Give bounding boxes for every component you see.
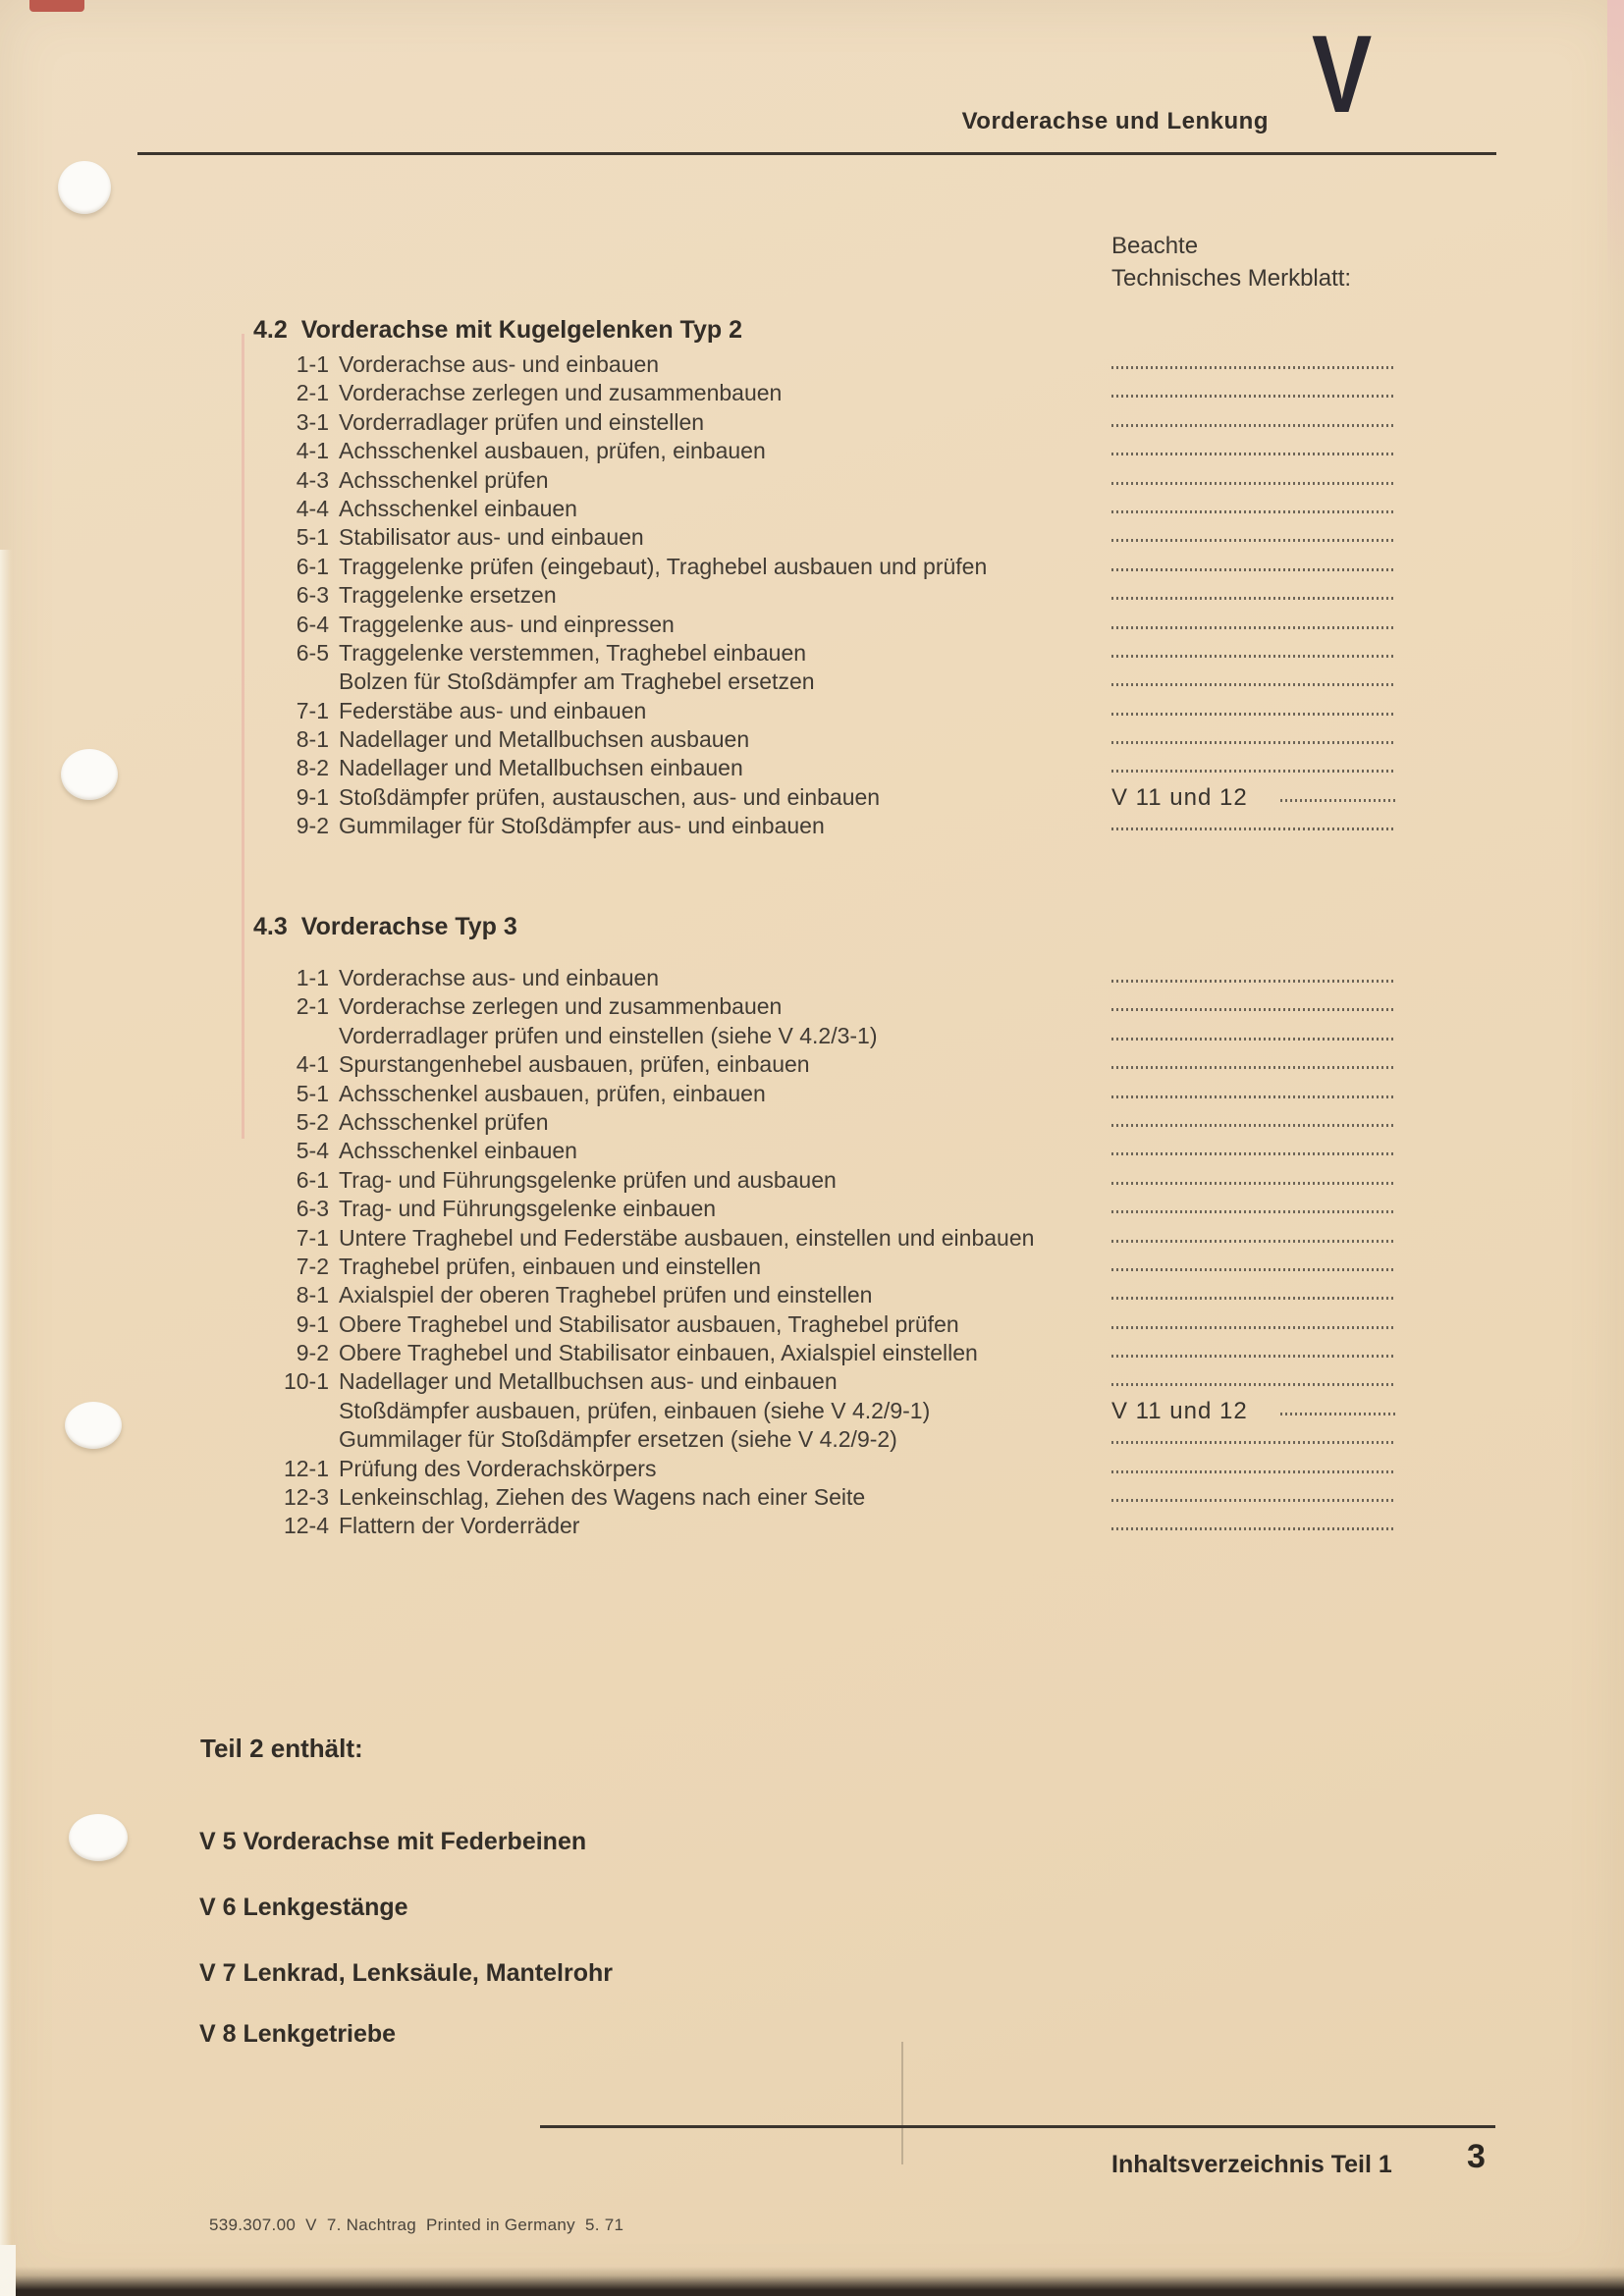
item-text: Gummilager für Stoßdämpfer ersetzen (siehe V 4.2/9-2) — [339, 1426, 897, 1453]
section-heading — [253, 913, 1402, 964]
gray-scan-line — [901, 2042, 903, 2164]
item-number: 5-4 — [296, 1138, 329, 1164]
page-corner — [0, 2245, 16, 2296]
toc-item-row — [253, 1339, 1402, 1367]
dotted-line — [1111, 1240, 1396, 1243]
toc-item-row — [253, 992, 1402, 1021]
item-number: 7-1 — [296, 1224, 329, 1251]
dotted-line — [1111, 568, 1396, 571]
dotted-line — [1111, 1470, 1396, 1473]
merkblatt-header-line2: Technisches Merkblatt: — [1111, 265, 1352, 292]
toc-item-row — [253, 1253, 1402, 1281]
dotted-line — [1111, 1095, 1396, 1098]
toc-item-row — [253, 437, 1402, 465]
page-right-edge — [1607, 0, 1624, 294]
toc-item-row — [253, 783, 1402, 812]
merkblatt-column-header — [1111, 230, 1351, 294]
item-number: 12-3 — [283, 1484, 329, 1511]
item-number: 6-5 — [296, 639, 329, 666]
merkblatt-cell — [1111, 611, 1398, 639]
merkblatt-cell — [1111, 754, 1398, 782]
item-number: 6-1 — [296, 1166, 329, 1193]
item-text: Achsschenkel ausbauen, prüfen, einbauen — [339, 1080, 766, 1106]
toc-item-row — [253, 667, 1402, 696]
toc-item-row — [253, 1397, 1402, 1425]
merkblatt-cell — [1111, 992, 1398, 1021]
dotted-line — [1111, 1527, 1396, 1530]
dotted-line — [1111, 1210, 1396, 1213]
toc-item-row — [253, 1166, 1402, 1195]
toc-item-row — [253, 553, 1402, 581]
chapter-letter: V — [1312, 13, 1373, 135]
red-edge-mark — [29, 0, 84, 12]
item-text: Gummilager für Stoßdämpfer aus- und einbauen — [339, 813, 825, 839]
toc-item-row — [253, 1367, 1402, 1396]
item-number: 9-1 — [296, 783, 329, 810]
toc-item-row — [253, 812, 1402, 840]
merkblatt-cell — [1111, 1166, 1398, 1195]
dotted-line — [1280, 799, 1396, 802]
item-text: Traggelenke aus- und einpressen — [339, 611, 675, 637]
item-number: 8-1 — [296, 726, 329, 753]
dotted-line — [1111, 1499, 1396, 1502]
merkblatt-cell — [1111, 725, 1398, 754]
item-text: Untere Traghebel und Federstäbe ausbauen, einstellen und einbauen — [339, 1224, 1035, 1251]
merkblatt-cell — [1111, 1512, 1398, 1540]
item-text: Obere Traghebel und Stabilisator ausbauen, Traghebel prüfen — [339, 1310, 959, 1337]
dotted-line — [1111, 713, 1396, 716]
merkblatt-cell — [1111, 523, 1398, 552]
item-number: 6-3 — [296, 582, 329, 609]
toc-item-row — [253, 1022, 1402, 1050]
item-number: 7-2 — [296, 1253, 329, 1279]
item-text: Vorderradlager prüfen und einstellen (siehe V 4.2/3-1) — [339, 1022, 878, 1048]
item-text: Vorderachse zerlegen und zusammenbauen — [339, 380, 783, 406]
dotted-line — [1111, 1008, 1396, 1011]
item-number: 7-1 — [296, 697, 329, 723]
dotted-line — [1111, 683, 1396, 686]
item-number: 4-1 — [296, 1051, 329, 1078]
item-number: 2-1 — [296, 380, 329, 406]
dotted-line — [1111, 1182, 1396, 1185]
item-text: Spurstangenhebel ausbauen, prüfen, einbauen — [339, 1051, 810, 1078]
part2-entry: V 6 Lenkgestänge — [199, 1894, 408, 1921]
dotted-line — [1111, 1326, 1396, 1329]
dotted-line — [1111, 1038, 1396, 1041]
pink-scan-line — [242, 334, 244, 1139]
item-number: 6-1 — [296, 553, 329, 579]
merkblatt-note: V 11 und 12 — [1111, 1397, 1248, 1424]
dotted-line — [1111, 1066, 1396, 1069]
dotted-line — [1111, 1297, 1396, 1300]
part2-entry: V 7 Lenkrad, Lenksäule, Mantelrohr — [199, 1959, 613, 1987]
merkblatt-cell — [1111, 1224, 1398, 1253]
toc-item-row — [253, 1050, 1402, 1079]
merkblatt-cell — [1111, 1137, 1398, 1165]
merkblatt-cell — [1111, 1022, 1398, 1050]
merkblatt-cell — [1111, 667, 1398, 696]
item-text: Achsschenkel einbauen — [339, 1138, 577, 1164]
toc-item-row — [253, 725, 1402, 754]
item-number: 3-1 — [296, 408, 329, 435]
toc-item-row — [253, 1195, 1402, 1223]
item-number: 12-1 — [283, 1455, 329, 1481]
dotted-line — [1111, 1268, 1396, 1271]
merkblatt-cell — [1111, 812, 1398, 840]
merkblatt-cell — [1111, 697, 1398, 725]
dotted-line — [1111, 395, 1396, 398]
item-text: Trag- und Führungsgelenke prüfen und ausbauen — [339, 1166, 837, 1193]
footer-label: Inhaltsverzeichnis Teil 1 — [1111, 2151, 1392, 2178]
merkblatt-cell — [1111, 553, 1398, 581]
item-text: Trag- und Führungsgelenke einbauen — [339, 1196, 717, 1222]
item-number: 1-1 — [296, 351, 329, 377]
dotted-line — [1111, 980, 1396, 983]
part2-entry: V 8 Lenkgetriebe — [199, 2020, 397, 2048]
toc-item-row — [253, 408, 1402, 437]
punch-hole — [69, 1814, 128, 1861]
item-number: 2-1 — [296, 993, 329, 1020]
item-number: 9-2 — [296, 813, 329, 839]
item-text: Achsschenkel prüfen — [339, 466, 549, 493]
toc-item-row — [253, 697, 1402, 725]
item-number: 4-3 — [296, 466, 329, 493]
merkblatt-cell — [1111, 783, 1398, 812]
toc-item-row — [253, 466, 1402, 495]
section-number: 4.3 — [253, 913, 288, 940]
merkblatt-cell — [1111, 437, 1398, 465]
toc-item-row — [253, 379, 1402, 407]
toc-item-row — [253, 523, 1402, 552]
toc-item-row — [253, 350, 1402, 379]
item-text: Flattern der Vorderräder — [339, 1513, 580, 1539]
punch-hole — [61, 749, 118, 800]
item-text: Traghebel prüfen, einbauen und einstellen — [339, 1253, 762, 1279]
merkblatt-cell — [1111, 581, 1398, 610]
merkblatt-cell — [1111, 350, 1398, 379]
toc-item-row — [253, 754, 1402, 782]
dotted-line — [1111, 828, 1396, 830]
dotted-line — [1111, 482, 1396, 485]
item-text: Vorderradlager prüfen und einstellen — [339, 408, 705, 435]
toc-item-row — [253, 1425, 1402, 1454]
merkblatt-cell — [1111, 1425, 1398, 1454]
item-number: 4-1 — [296, 438, 329, 464]
dotted-line — [1111, 424, 1396, 427]
merkblatt-cell — [1111, 1367, 1398, 1396]
item-text: Achsschenkel einbauen — [339, 495, 577, 521]
page-number: 3 — [1467, 2138, 1486, 2175]
toc-item-row — [253, 611, 1402, 639]
item-number: 5-1 — [296, 524, 329, 551]
item-number: 9-1 — [296, 1310, 329, 1337]
dotted-line — [1111, 366, 1396, 369]
part2-heading: Teil 2 enthält: — [200, 1734, 363, 1763]
section-item-list — [253, 964, 1402, 1541]
merkblatt-cell — [1111, 1339, 1398, 1367]
item-number: 1-1 — [296, 965, 329, 990]
toc-item-row — [253, 1080, 1402, 1108]
item-text: Prüfung des Vorderachskörpers — [339, 1455, 657, 1481]
dotted-line — [1111, 741, 1396, 744]
item-number: 5-2 — [296, 1108, 329, 1135]
print-imprint: 539.307.00 V 7. Nachtrag Printed in Germany 5. 71 — [209, 2216, 624, 2234]
item-number: 8-1 — [296, 1282, 329, 1308]
merkblatt-cell — [1111, 1050, 1398, 1079]
item-text: Nadellager und Metallbuchsen aus- und einbauen — [339, 1368, 838, 1395]
item-number: 6-4 — [296, 611, 329, 637]
item-number: 6-3 — [296, 1196, 329, 1222]
item-text: Obere Traghebel und Stabilisator einbauen, Axialspiel einstellen — [339, 1340, 978, 1366]
merkblatt-cell — [1111, 408, 1398, 437]
merkblatt-cell — [1111, 1455, 1398, 1483]
section-number: 4.2 — [253, 316, 288, 344]
merkblatt-cell — [1111, 379, 1398, 407]
punch-hole — [58, 161, 111, 214]
item-text: Federstäbe aus- und einbauen — [339, 697, 647, 723]
toc-item-row — [253, 495, 1402, 523]
item-text: Traggelenke ersetzen — [339, 582, 557, 609]
dotted-line — [1111, 510, 1396, 513]
dotted-line — [1111, 539, 1396, 542]
toc-item-row — [253, 1281, 1402, 1309]
item-text: Traggelenke verstemmen, Traghebel einbauen — [339, 639, 807, 666]
toc-item-row — [253, 639, 1402, 667]
dotted-line — [1111, 1383, 1396, 1386]
dotted-line — [1111, 770, 1396, 773]
chapter-title: Vorderachse und Lenkung — [961, 108, 1269, 134]
dotted-line — [1111, 453, 1396, 455]
merkblatt-cell — [1111, 1108, 1398, 1137]
toc-item-row — [253, 1224, 1402, 1253]
item-number: 5-1 — [296, 1080, 329, 1106]
merkblatt-header-line1: Beachte — [1111, 233, 1199, 259]
merkblatt-cell — [1111, 1397, 1398, 1425]
item-number: 12-4 — [283, 1513, 329, 1539]
item-number: 8-2 — [296, 755, 329, 781]
item-text: Stoßdämpfer ausbauen, prüfen, einbauen (siehe V 4.2/9-1) — [339, 1397, 931, 1423]
section-4-2 — [253, 316, 1402, 841]
section-item-list — [253, 350, 1402, 841]
item-number: 10-1 — [283, 1368, 329, 1395]
toc-item-row — [253, 1455, 1402, 1483]
toc-item-row — [253, 1108, 1402, 1137]
merkblatt-cell — [1111, 466, 1398, 495]
item-text: Lenkeinschlag, Ziehen des Wagens nach einer Seite — [339, 1484, 866, 1511]
merkblatt-cell — [1111, 1080, 1398, 1108]
merkblatt-note: V 11 und 12 — [1111, 783, 1248, 811]
section-title: Vorderachse mit Kugelgelenken Typ 2 — [300, 316, 742, 344]
dotted-line — [1111, 626, 1396, 629]
item-text: Bolzen für Stoßdämpfer am Traghebel ersetzen — [339, 668, 815, 695]
merkblatt-cell — [1111, 1310, 1398, 1339]
toc-item-row — [253, 581, 1402, 610]
item-text: Stabilisator aus- und einbauen — [339, 524, 644, 551]
item-text: Nadellager und Metallbuchsen einbauen — [339, 755, 743, 781]
item-number: 9-2 — [296, 1340, 329, 1366]
item-text: Vorderachse aus- und einbauen — [339, 351, 660, 377]
toc-item-row — [253, 1310, 1402, 1339]
item-text: Traggelenke prüfen (eingebaut), Traghebel ausbauen und prüfen — [339, 553, 988, 579]
footer-rule — [540, 2125, 1495, 2128]
dotted-line — [1111, 1441, 1396, 1444]
dotted-line — [1111, 597, 1396, 600]
section-heading — [253, 316, 1402, 350]
punch-hole — [65, 1402, 122, 1449]
part2-entry: V 5 Vorderachse mit Federbeinen — [199, 1828, 587, 1855]
merkblatt-cell — [1111, 964, 1398, 992]
page-left-edge — [0, 550, 12, 2296]
dotted-line — [1111, 1124, 1396, 1127]
item-text: Achsschenkel prüfen — [339, 1108, 549, 1135]
toc-item-row — [253, 964, 1402, 992]
merkblatt-cell — [1111, 1483, 1398, 1512]
item-number: 4-4 — [296, 495, 329, 521]
section-title: Vorderachse Typ 3 — [300, 913, 517, 940]
toc-item-row — [253, 1512, 1402, 1540]
merkblatt-cell — [1111, 1281, 1398, 1309]
toc-item-row — [253, 1137, 1402, 1165]
item-text: Stoßdämpfer prüfen, austauschen, aus- und einbauen — [339, 783, 881, 810]
merkblatt-cell — [1111, 1253, 1398, 1281]
merkblatt-cell — [1111, 495, 1398, 523]
item-text: Axialspiel der oberen Traghebel prüfen und einstellen — [339, 1282, 873, 1308]
item-text: Vorderachse zerlegen und zusammenbauen — [339, 993, 783, 1020]
dotted-line — [1111, 1152, 1396, 1155]
item-text: Nadellager und Metallbuchsen ausbauen — [339, 726, 750, 753]
dotted-line — [1111, 1355, 1396, 1358]
item-text: Vorderachse aus- und einbauen — [339, 965, 660, 990]
item-text: Achsschenkel ausbauen, prüfen, einbauen — [339, 438, 766, 464]
section-4-3 — [253, 913, 1402, 1541]
header-rule — [137, 152, 1496, 155]
merkblatt-cell — [1111, 1195, 1398, 1223]
toc-item-row — [253, 1483, 1402, 1512]
merkblatt-cell — [1111, 639, 1398, 667]
dotted-line — [1280, 1413, 1396, 1415]
dotted-line — [1111, 655, 1396, 658]
page-bottom-shadow — [0, 2267, 1624, 2296]
